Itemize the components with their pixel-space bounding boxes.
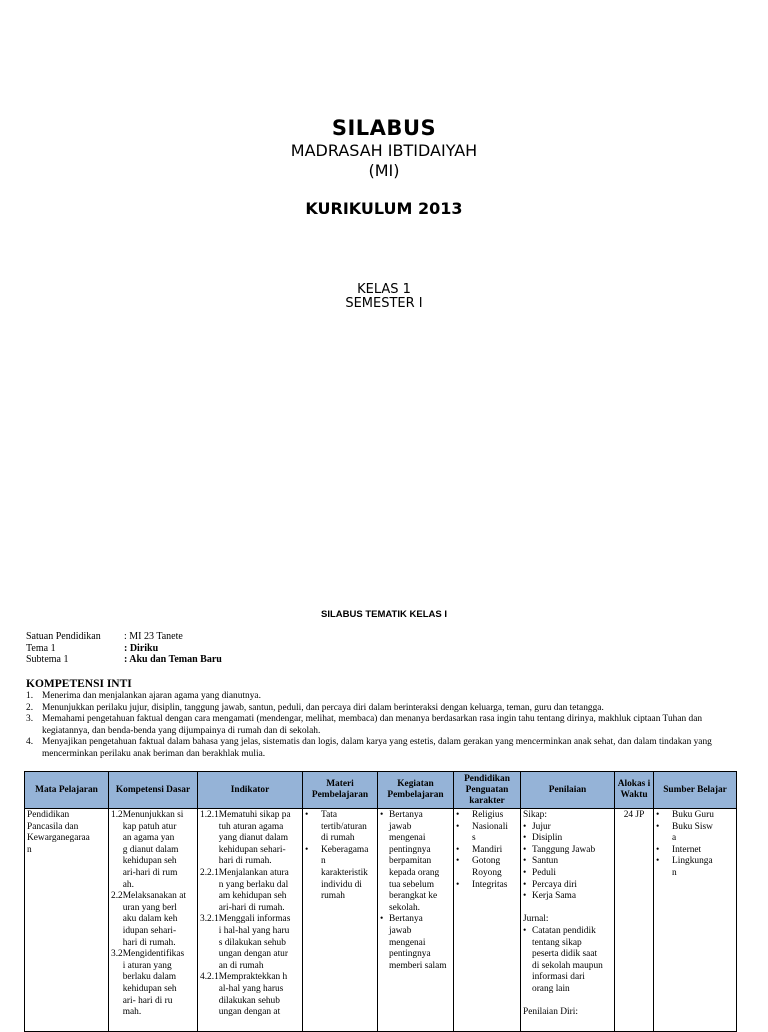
ki-number: 3. [26,714,34,724]
cell-kompetensi-dasar [109,809,198,1032]
sikap-item [523,822,612,834]
info-label: Subtema 1 [26,654,69,665]
indikator-text: Mematuhi sikap pa tuh aturan agama yang dianut dalam kehidupan sehari- hari di rumah. [218,810,291,867]
sumber-item [656,845,734,857]
kd-item [111,810,195,891]
table-header-row [25,772,737,809]
bullet-icon: • [523,891,527,902]
cover-subtitle-line1: MADRASAH IBTIDAIYAH [290,141,478,160]
ppk-item [456,822,518,845]
bullet-icon: • [380,810,384,820]
ki-item [26,691,742,703]
sikap-text: Santun [532,856,559,867]
sikap-item [523,845,612,857]
bullet-icon: • [656,821,660,832]
sumber-text: Internet [672,844,702,855]
ppk-text: Integritas [472,879,508,890]
kegiatan-text: Bertanya jawab mengenai pentingnya berpamitan kepada orang tua sebelum berangkat ke sekolah. [389,810,440,913]
ki-number: 4. [26,737,34,747]
indikator-text: Menggali informas i hal-hal yang haru s dilakukan sehub ungan dengan atur an di rumah [218,914,291,971]
ppk-text: Religius [472,810,504,820]
kd-number: 1.2 [111,810,123,820]
bullet-icon: • [523,844,527,855]
bullet-icon: • [456,844,460,855]
cell-kegiatan [378,809,454,1032]
indikator-number: 1.2.1 [200,810,219,820]
sikap-label: Sikap: [523,810,547,820]
bullet-icon: • [656,856,660,867]
info-row [26,654,222,666]
bullet-icon: • [380,914,384,925]
bullet-icon: • [523,925,527,936]
jurnal-text: Catatan pendidik tentang sikap peserta didik saat di sekolah maupun informasi dari orang lain [532,925,603,994]
ki-number: 2. [26,702,34,713]
ppk-item [456,856,518,879]
header-indikator: Indikator [198,772,303,809]
bullet-icon: • [523,821,527,832]
kd-item [111,949,195,1019]
sikap-item [523,868,612,880]
bullet-icon: • [523,833,527,844]
info-value: : Diriku [124,642,159,654]
ki-item [26,737,742,760]
jurnal-label: Jurnal: [523,914,549,925]
kompetensi-inti-heading: KOMPETENSI INTI [26,678,132,690]
penilaian-diri-label: Penilaian Diri: [523,1007,578,1018]
ki-text: Menunjukkan perilaku jujur, disiplin, tanggung jawab, santun, peduli, dan percaya diri dalam berinteraksi dengan keluarga, teman, guru dan tetangga. [42,702,604,713]
kd-text: Mengidentifikas i aturan yang berlaku dalam kehidupan seh ari- hari di ru mah. [122,949,185,1018]
kd-text: Melaksanakan at uran yang berl aku dalam keh idupan sehari- hari di rumah. [122,891,186,948]
indikator-item [200,914,300,972]
cover-semester: SEMESTER I [345,296,423,311]
bullet-icon: • [656,810,660,820]
sumber-text: Buku Guru [672,810,714,820]
bullet-icon: • [456,810,460,820]
sikap-item [523,880,612,892]
materi-item [305,810,375,845]
cell-mata-pelajaran: Pendidikan Pancasila dan Kewarganegaraa n [25,809,109,1032]
kompetensi-inti-list [26,691,742,760]
cell-ppk [454,809,521,1032]
ppk-text: Nasionali s [472,821,508,844]
sumber-text: Lingkunga n [672,856,713,878]
sikap-item [523,833,612,845]
sikap-text: Jujur [532,821,551,832]
sumber-item [656,856,734,879]
table-row [25,809,737,1032]
ppk-text: Mandiri [472,844,503,855]
bullet-icon: • [456,856,460,867]
indikator-text: Menjalankan atura n yang berlaku dal am kehidupan seh ari-hari di rumah. [218,867,289,913]
info-label: Satuan Pendidikan [26,631,101,642]
materi-text: Keberagama n karakteristik individu di rumah [321,844,369,902]
cell-alokasi: 24 JP [615,809,654,1032]
ki-text: Menerima dan menjalankan ajaran agama yang dianutnya. [42,691,261,701]
kegiatan-item [380,914,451,972]
ppk-item [456,880,518,892]
sikap-text: Disiplin [532,833,563,844]
sikap-text: Tanggung Jawab [532,844,596,855]
header-sumber: Sumber Belajar [654,772,737,809]
bullet-icon: • [305,810,309,820]
bullet-icon: • [456,879,460,890]
sumber-item [656,822,734,845]
ki-item [26,714,742,737]
cover-kelas: KELAS 1 [357,282,411,297]
bullet-icon: • [523,856,527,867]
sumber-text: Buku Sisw a [672,821,713,844]
cell-indikator [198,809,303,1032]
cell-penilaian [521,809,615,1032]
cell-materi [303,809,378,1032]
ki-number: 1. [26,691,34,701]
kd-item [111,891,195,949]
bullet-icon: • [305,844,309,855]
info-row [26,631,222,643]
bullet-icon: • [523,867,527,878]
ppk-item [456,810,518,822]
kegiatan-text: Bertanya jawab mengenai pentingnya memberi salam [389,914,447,971]
info-value: : Aku dan Teman Baru [124,654,222,665]
cell-sumber [654,809,737,1032]
bullet-icon: • [523,879,527,890]
ki-text: Menyajikan pengetahuan faktual dalam bahasa yang jelas, sistematis dan logis, dalam karya yang estetis, dalam gerakan yang mencerminkan anak sehat, dan dalam tindakan yang mencerminkan perilaku anak beriman dan berakhlak mulia. [42,737,712,759]
sumber-item [656,810,734,822]
section-title: SILABUS TEMATIK KELAS I [321,609,447,620]
indikator-number: 3.2.1 [200,914,219,925]
info-value: : MI 23 Tanete [124,631,183,642]
jurnal-item [523,926,612,996]
syllabus-table [24,771,737,1032]
header-kompetensi-dasar: Kompetensi Dasar [109,772,198,809]
cover-subtitle-line2: (MI) [368,161,400,180]
cover-title: SILABUS [331,116,437,140]
sikap-text: Percaya diri [532,879,578,890]
header-mata-pelajaran: Mata Pelajaran [25,772,109,809]
ppk-item [456,845,518,857]
info-row [26,643,222,655]
header-ppk: Pendidikan Penguatan karakter [454,772,521,809]
indikator-item [200,868,300,914]
sikap-text: Kerja Sama [532,891,576,902]
header-kegiatan: Kegiatan Pembelajaran [378,772,454,809]
info-block [26,631,222,666]
ki-text: Memahami pengetahuan faktual dengan cara mengamati (mendengar, melihat, membaca) dan menanya berdasarkan rasa ingin tahu tentang dirinya, makhluk ciptaan Tuhan dan kegiatannya, dan benda-benda yang dijumpainya di rumah dan di sekolah. [42,714,703,736]
sikap-text: Peduli [532,867,556,878]
indikator-item [200,972,300,1018]
materi-text: Tata tertib/aturan di rumah [321,810,367,844]
kd-number: 2.2 [111,891,123,902]
sikap-item [523,856,612,868]
materi-item [305,845,375,903]
header-materi: Materi Pembelajaran [303,772,378,809]
kd-number: 3.2 [111,949,123,960]
indikator-text: Mempraktekkan h al-hal yang harus dilakukan sehub ungan dengan at [218,972,288,1018]
indikator-item [200,810,300,868]
ki-item [26,703,742,715]
header-penilaian: Penilaian [521,772,615,809]
bullet-icon: • [656,844,660,855]
cover-curriculum: KURIKULUM 2013 [305,199,463,218]
bullet-icon: • [456,821,460,832]
header-alokasi: Alokas i Waktu [615,772,654,809]
sikap-item [523,891,612,903]
indikator-number: 4.2.1 [200,972,219,983]
info-label: Tema 1 [26,642,56,654]
kegiatan-item [380,810,451,914]
ppk-text: Gotong Royong [472,856,502,878]
kd-text: Menunjukkan si kap patuh atur an agama yan g dianut dalam kehidupan seh ari-hari di rum ah. [122,810,184,890]
indikator-number: 2.2.1 [200,867,219,878]
